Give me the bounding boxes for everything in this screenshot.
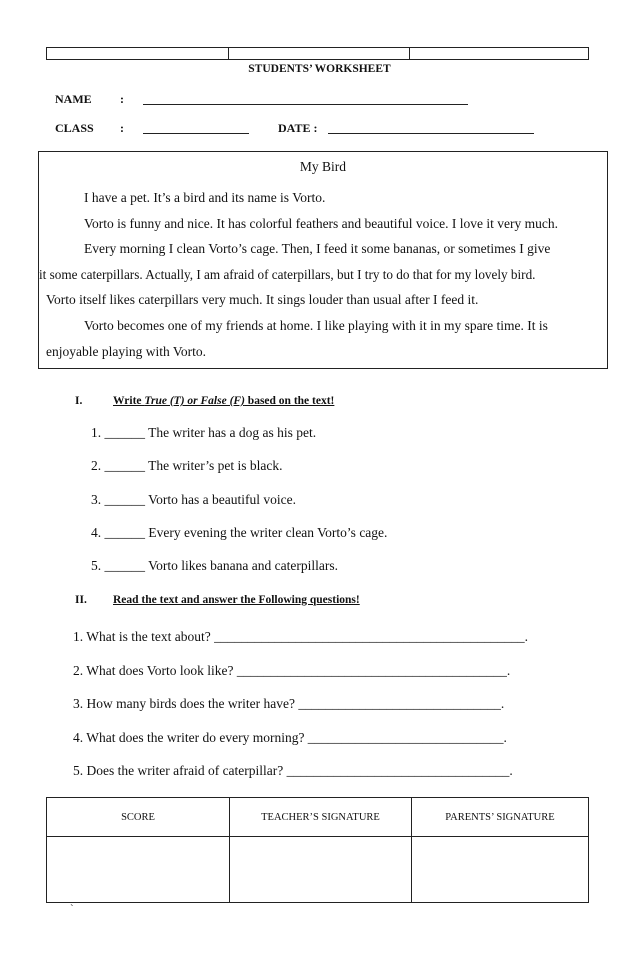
- question-item: 2. What does Vorto look like? ________________________________________.: [73, 663, 511, 678]
- passage-line: it some caterpillars. Actually, I am afraid of caterpillars, but I try to do that for my lovely bird.: [39, 267, 536, 282]
- tf-item: 3. ______ Vorto has a beautiful voice.: [91, 492, 296, 507]
- name-label: NAME: [55, 92, 92, 106]
- passage-line: Vorto itself likes caterpillars very much. It sings louder than usual after I feed it.: [46, 292, 479, 307]
- tf-item: 5. ______ Vorto likes banana and caterpillars.: [91, 558, 338, 573]
- header-table-cell: [410, 48, 588, 59]
- class-colon: :: [120, 121, 124, 135]
- date-field[interactable]: [328, 133, 534, 134]
- section-2-number: II.: [75, 594, 87, 606]
- class-label: CLASS: [55, 121, 94, 135]
- question-item: 4. What does the writer do every morning? _____________________________.: [73, 730, 507, 745]
- name-field[interactable]: [143, 104, 468, 105]
- tf-item: 2. ______ The writer’s pet is black.: [91, 458, 283, 473]
- passage-line: Vorto is funny and nice. It has colorful feathers and beautiful voice. I love it very much.: [84, 216, 558, 231]
- section-2-heading: [75, 594, 360, 606]
- teacher-signature-cell[interactable]: [230, 837, 412, 903]
- passage-line: Every morning I clean Vorto’s cage. Then, I feed it some bananas, or sometimes I give: [84, 241, 551, 256]
- teacher-signature-header: TEACHER’S SIGNATURE: [230, 798, 412, 837]
- footer-mark: `: [70, 903, 74, 915]
- class-field[interactable]: [143, 133, 249, 134]
- score-header: SCORE: [47, 798, 230, 837]
- passage-line: enjoyable playing with Vorto.: [46, 344, 206, 359]
- name-colon: :: [120, 92, 124, 106]
- section-1-instruction: Write True (T) or False (F) based on the text!: [113, 395, 335, 407]
- header-table-cell: [229, 48, 410, 59]
- reading-passage-box: [38, 151, 608, 369]
- question-item: 5. Does the writer afraid of caterpillar? _________________________________.: [73, 763, 513, 778]
- question-item: 3. How many birds does the writer have? ______________________________.: [73, 696, 505, 711]
- date-label: DATE :: [278, 121, 318, 135]
- tf-item: 1. ______ The writer has a dog as his pet.: [91, 425, 317, 440]
- section-1-heading: [75, 395, 334, 407]
- parents-signature-cell[interactable]: [412, 837, 589, 903]
- header-table: [46, 47, 589, 60]
- question-item: 1. What is the text about? ______________________________________________.: [73, 629, 528, 644]
- parents-signature-header: PARENTS’ SIGNATURE: [412, 798, 589, 837]
- worksheet-title: STUDENTS’ WORKSHEET: [248, 63, 391, 75]
- section-1-number: I.: [75, 395, 83, 407]
- passage-line: Vorto becomes one of my friends at home. I like playing with it in my spare time. It is: [84, 318, 548, 333]
- passage-title: My Bird: [299, 159, 347, 174]
- tf-item: 4. ______ Every evening the writer clean Vorto’s cage.: [91, 525, 388, 540]
- score-signature-table: [46, 797, 589, 903]
- passage-line: I have a pet. It’s a bird and its name is Vorto.: [84, 190, 326, 205]
- header-table-cell: [47, 48, 229, 59]
- score-cell[interactable]: [47, 837, 230, 903]
- section-2-instruction: Read the text and answer the Following questions!: [113, 594, 360, 606]
